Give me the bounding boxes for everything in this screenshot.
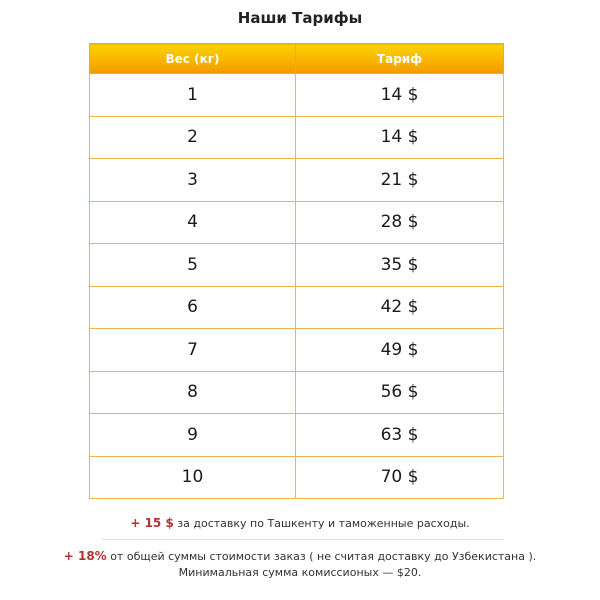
tariff-cell: 70 $ [296, 456, 504, 499]
weight-cell: 8 [90, 371, 296, 414]
weight-cell: 2 [90, 116, 296, 159]
tariff-cell: 14 $ [296, 116, 504, 159]
header-weight: Вес (кг) [90, 44, 296, 74]
tariff-table [89, 43, 504, 499]
table-row [90, 286, 504, 329]
table-row [90, 159, 504, 202]
delivery-text: за доставку по Ташкенту и таможенные расходы. [173, 517, 470, 530]
delivery-amount: 15 $ [144, 516, 174, 530]
tariff-cell: 21 $ [296, 159, 504, 202]
weight-cell: 1 [90, 74, 296, 117]
weight-cell: 10 [90, 456, 296, 499]
table-row [90, 201, 504, 244]
tariff-cell: 35 $ [296, 244, 504, 287]
table-row [90, 116, 504, 159]
weight-cell: 5 [90, 244, 296, 287]
delivery-note [0, 516, 600, 531]
table-row [90, 74, 504, 117]
tariff-cell: 49 $ [296, 329, 504, 372]
commission-note [0, 549, 600, 564]
page-title: Наши Тарифы [237, 9, 363, 27]
table-row [90, 414, 504, 457]
table-row [90, 371, 504, 414]
tariff-cell: 56 $ [296, 371, 504, 414]
weight-cell: 4 [90, 201, 296, 244]
tariff-cell: 42 $ [296, 286, 504, 329]
weight-cell: 6 [90, 286, 296, 329]
delivery-prefix: + [130, 516, 145, 530]
table-row [90, 244, 504, 287]
minimum-commission-note: Минимальная сумма комиссионых — $20. [178, 566, 422, 579]
weight-cell: 7 [90, 329, 296, 372]
header-tariff: Тариф [296, 44, 504, 74]
tariff-cell: 63 $ [296, 414, 504, 457]
commission-text: от общей суммы стоимости заказ ( не считая доставку до Узбекистана ). [106, 550, 537, 563]
commission-prefix: + [63, 549, 78, 563]
tariff-cell: 28 $ [296, 201, 504, 244]
table-row [90, 456, 504, 499]
commission-percent: 18% [77, 549, 107, 563]
table-header-row [90, 44, 504, 74]
table-row [90, 329, 504, 372]
tariff-cell: 14 $ [296, 74, 504, 117]
weight-cell: 3 [90, 159, 296, 202]
weight-cell: 9 [90, 414, 296, 457]
divider [102, 539, 504, 540]
